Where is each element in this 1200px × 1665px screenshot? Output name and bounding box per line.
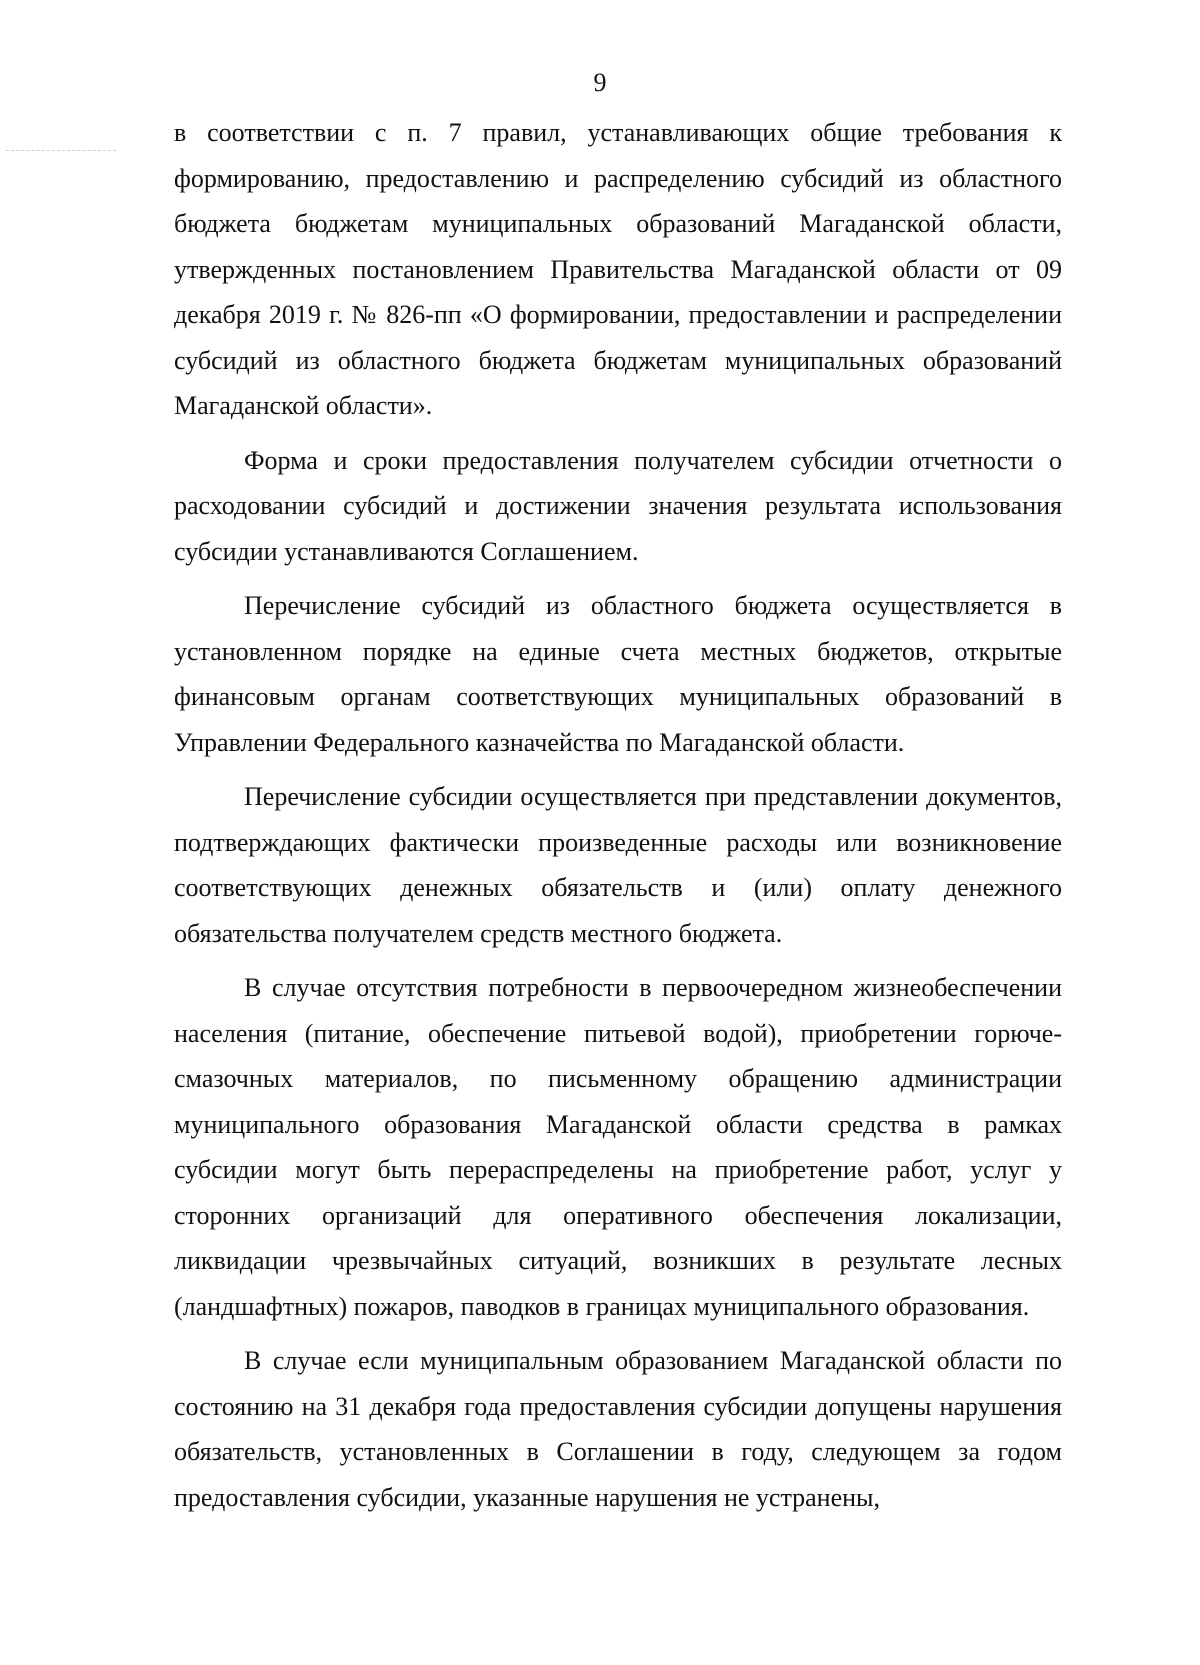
- scan-artifact-mark: [6, 150, 116, 151]
- paragraph-reporting-terms: Форма и сроки предоставления получателем субсидии отчетности о расходовании субсидий и достижении значения результата использования субсидии устанавливаются Соглашением.: [174, 445, 1062, 566]
- paragraph-transfer-accounts: Перечисление субсидий из областного бюджета осуществляется в установленном порядке на единые счета местных бюджетов, открытые финансовым органам соответствующих муниципальных образований в Управлении Федерального казначейства по Магаданской области.: [174, 591, 1062, 757]
- paragraph-violations: В случае если муниципальным образованием Магаданской области по состоянию на 31 декабря года предоставления субсидии допущены нарушения обязательств, установленных в Соглашении в году, следующем за годом предоставления субсидии, указанные нарушения не устранены,: [174, 1346, 1062, 1512]
- document-body: [174, 110, 1062, 1529]
- paragraph-transfer-documents: Перечисление субсидии осуществляется при представлении документов, подтверждающих фактически произведенные расходы или возникновение соответствующих денежных обязательств и (или) оплату денежного обязательства получателем средств местного бюджета.: [174, 782, 1062, 948]
- paragraph-continuation: в соответствии с п. 7 правил, устанавливающих общие требования к формированию, предоставлению и распределению субсидий из областного бюджета бюджетам муниципальных образований Магаданской области, утвержденных постановлением Правительства Магаданской области от 09 декабря 2019 г. № 826-пп «О формировании, предоставлении и распределении субсидий из областного бюджета бюджетам муниципальных образований Магаданской области».: [174, 118, 1062, 420]
- paragraph-redistribution: В случае отсутствия потребности в первоочередном жизнеобеспечении населения (питание, обеспечение питьевой водой), приобретении горюче-смазочных материалов, по письменному обращению администрации муниципального образования Магаданской области средства в рамках субсидии могут быть перераспределены на приобретение работ, услуг у сторонних организаций для оперативного обеспечения локализации, ликвидации чрезвычайных ситуаций, возникших в результате лесных (ландшафтных) пожаров, паводков в границах муниципального образования.: [174, 973, 1062, 1321]
- page-number: 9: [593, 68, 607, 97]
